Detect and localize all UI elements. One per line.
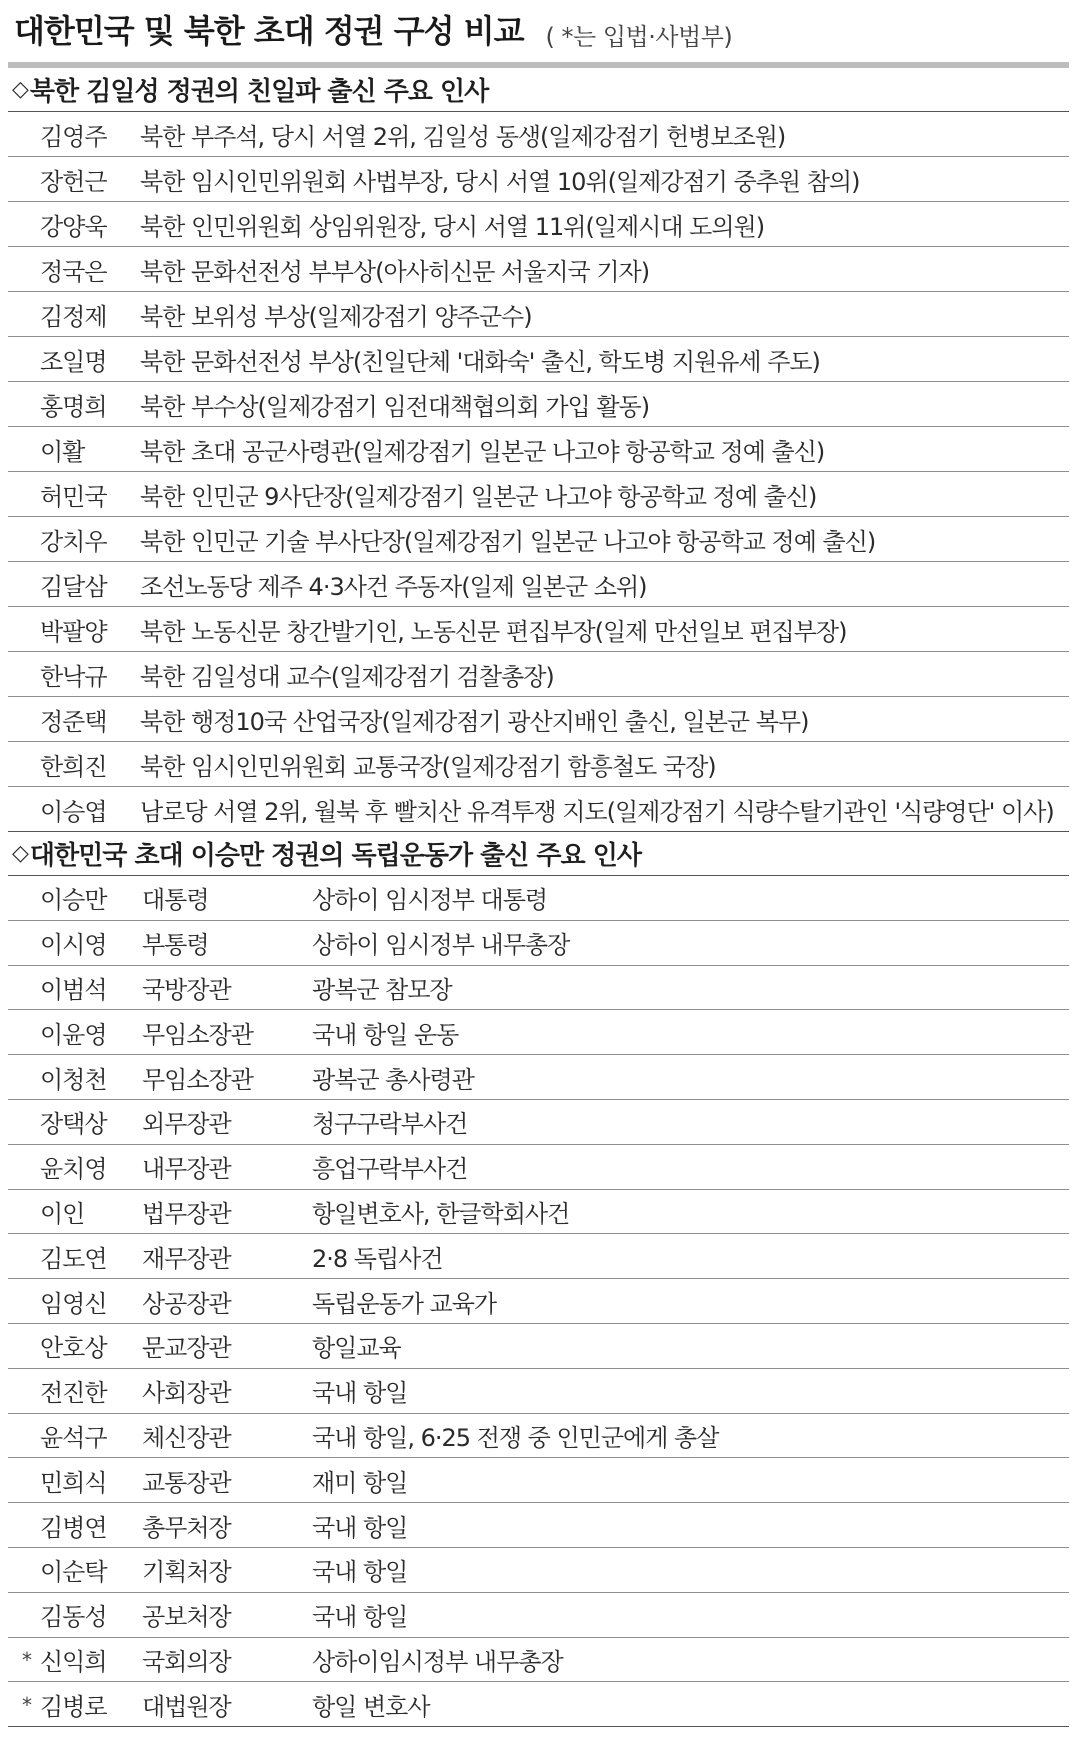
table-row: [8, 427, 1069, 472]
person-description: 북한 부수상(일제강점기 임전대책협의회 가입 활동): [140, 392, 650, 421]
person-background: 국내 항일: [312, 1603, 408, 1632]
person-position: 국회의장: [142, 1647, 231, 1676]
person-background: 항일변호사, 한글학회사건: [312, 1199, 570, 1228]
table-row: [8, 1234, 1069, 1279]
person-description: 북한 노동신문 창간발기인, 노동신문 편집부장(일제 만선일보 편집부장): [140, 617, 847, 646]
person-position: 교통장관: [142, 1468, 231, 1497]
person-name: 강양욱: [40, 212, 107, 241]
person-name: 이순탁: [40, 1558, 107, 1587]
south-table: [8, 876, 1069, 1727]
person-name-cell: [8, 970, 136, 1005]
person-name: 이청천: [40, 1065, 107, 1094]
person-name-cell: [8, 1552, 136, 1587]
person-position: 부통령: [142, 931, 209, 960]
table-row: [8, 921, 1069, 966]
person-name: 윤치영: [40, 1155, 107, 1184]
asterisk-mark: *: [22, 1693, 31, 1718]
person-position: 대법원장: [142, 1692, 231, 1721]
table-row: [8, 1638, 1069, 1683]
person-name: 민희식: [40, 1468, 107, 1497]
table-row: [8, 247, 1069, 292]
person-name: 김영주: [40, 122, 107, 151]
person-description: 조선노동당 제주 4·3사건 주동자(일제 일본군 소위): [140, 572, 647, 601]
person-position: 공보처장: [142, 1603, 231, 1632]
person-name: 전진한: [40, 1379, 107, 1408]
person-background: 국내 항일: [312, 1558, 408, 1587]
person-name-cell: [8, 1687, 136, 1722]
person-name: 이인: [40, 1199, 85, 1228]
person-position: 상공장관: [142, 1289, 231, 1318]
person-description: 북한 인민위원회 상임위원장, 당시 서열 11위(일제시대 도의원): [140, 212, 765, 241]
table-row: [8, 1458, 1069, 1503]
table-row: [8, 1145, 1069, 1190]
table-row: [8, 1548, 1069, 1593]
person-name-cell: [8, 880, 136, 915]
person-name: 홍명희: [40, 392, 107, 421]
table-row: [8, 1010, 1069, 1055]
person-name-cell: [8, 1104, 136, 1139]
person-name: 이승만: [40, 886, 107, 915]
person-background: 광복군 총사령관: [312, 1065, 474, 1094]
north-section-header: [8, 68, 1069, 112]
table-row: [8, 1100, 1069, 1145]
person-background: 2·8 독립사건: [312, 1244, 443, 1273]
person-name-cell: [8, 1284, 136, 1319]
person-name: 한낙규: [40, 662, 107, 691]
table-row: [8, 1324, 1069, 1369]
table-row: [8, 1593, 1069, 1638]
person-background: 광복군 참모장: [312, 975, 452, 1004]
person-name: 김달삼: [40, 572, 107, 601]
person-position: 법무장관: [142, 1199, 231, 1228]
person-name: 김정제: [40, 302, 107, 331]
person-name-cell: [8, 1239, 136, 1274]
person-background: 국내 항일: [312, 1513, 408, 1542]
asterisk-mark: *: [22, 1648, 31, 1673]
table-row: [8, 652, 1069, 697]
person-position: 총무처장: [142, 1513, 231, 1542]
person-description: 북한 인민군 9사단장(일제강점기 일본군 나고야 항공학교 정예 출신): [140, 482, 817, 511]
person-name: 정준택: [40, 707, 107, 736]
person-name: 정국은: [40, 257, 107, 286]
person-background: 항일교육: [312, 1334, 401, 1363]
person-description: 북한 인민군 기술 부사단장(일제강점기 일본군 나고야 항공학교 정예 출신): [140, 527, 876, 556]
person-name-cell: [8, 1015, 136, 1050]
person-position: 무임소장관: [142, 1065, 253, 1094]
person-name-cell: [8, 1597, 136, 1632]
person-description: 북한 임시인민위원회 교통국장(일제강점기 함흥철도 국장): [140, 752, 716, 781]
table-row: [8, 787, 1069, 832]
person-background: 상하이 임시정부 내무총장: [312, 931, 570, 960]
table-row: [8, 1190, 1069, 1235]
table-row: [8, 1369, 1069, 1414]
table-row: [8, 1055, 1069, 1100]
title-note: ( *는 입법·사법부): [545, 23, 733, 51]
person-name-cell: [8, 1373, 136, 1408]
table-row: [8, 1279, 1069, 1324]
person-name: 이활: [40, 437, 85, 466]
person-position: 무임소장관: [142, 1020, 253, 1049]
person-name-cell: [8, 1642, 136, 1677]
person-name-cell: [8, 925, 136, 960]
person-description: 북한 김일성대 교수(일제강점기 검찰총장): [140, 662, 554, 691]
person-name-cell: [8, 1328, 136, 1363]
person-name: 장택상: [40, 1110, 107, 1139]
table-row: [8, 292, 1069, 337]
title-bar: [8, 0, 1069, 60]
table-row: [8, 876, 1069, 921]
person-background: 상하이임시정부 내무총장: [312, 1647, 563, 1676]
person-description: 북한 보위성 부상(일제강점기 양주군수): [140, 302, 532, 331]
person-background: 항일 변호사: [312, 1692, 430, 1721]
table-row: [8, 742, 1069, 787]
person-position: 재무장관: [142, 1244, 231, 1273]
person-name: 이범석: [40, 975, 107, 1004]
page-title: 대한민국 및 북한 초대 정권 구성 비교: [14, 12, 524, 50]
table-row: [8, 382, 1069, 427]
person-background: 국내 항일, 6·25 전쟁 중 인민군에게 총살: [312, 1423, 719, 1452]
person-name: 신익희: [40, 1647, 107, 1676]
table-row: [8, 202, 1069, 247]
diamond-bullet-icon: ◇: [12, 841, 28, 866]
person-description: 북한 문화선전성 부부상(아사히신문 서울지국 기자): [140, 257, 650, 286]
person-name: 한희진: [40, 752, 107, 781]
person-position: 외무장관: [142, 1110, 231, 1139]
person-description: 남로당 서열 2위, 월북 후 빨치산 유격투쟁 지도(일제강점기 식량수탈기관인 '식량영단' 이사): [140, 797, 1054, 826]
person-name: 박팔양: [40, 617, 107, 646]
person-name: 강치우: [40, 527, 107, 556]
table-row: [8, 697, 1069, 742]
person-position: 기획처장: [142, 1558, 231, 1587]
south-section-title: 대한민국 초대 이승만 정권의 독립운동가 출신 주요 인사: [29, 841, 641, 871]
person-name-cell: [8, 1418, 136, 1453]
person-description: 북한 행정10국 산업국장(일제강점기 광산지배인 출신, 일본군 복무): [140, 707, 809, 736]
person-position: 문교장관: [142, 1334, 231, 1363]
person-background: 상하이 임시정부 대통령: [312, 886, 548, 915]
person-name: 김병로: [40, 1692, 107, 1721]
person-position: 체신장관: [142, 1423, 231, 1452]
north-section-title: 북한 김일성 정권의 친일파 출신 주요 인사: [29, 77, 489, 107]
person-background: 독립운동가 교육가: [312, 1289, 497, 1318]
person-position: 대통령: [142, 886, 209, 915]
person-position: 사회장관: [142, 1379, 231, 1408]
table-row: [8, 517, 1069, 562]
person-name-cell: [8, 1463, 136, 1498]
person-background: 국내 항일 운동: [312, 1020, 459, 1049]
table-row: [8, 112, 1069, 157]
person-name: 안호상: [40, 1334, 107, 1363]
person-name-cell: [8, 1060, 136, 1095]
person-position: 국방장관: [142, 975, 231, 1004]
person-name: 이시영: [40, 931, 107, 960]
person-description: 북한 임시인민위원회 사법부장, 당시 서열 10위(일제강점기 중추원 참의): [140, 167, 860, 196]
person-name: 김동성: [40, 1603, 107, 1632]
person-description: 북한 부주석, 당시 서열 2위, 김일성 동생(일제강점기 헌병보조원): [140, 122, 786, 151]
table-row: [8, 607, 1069, 652]
table-row: [8, 562, 1069, 607]
table-row: [8, 1503, 1069, 1548]
person-background: 흥업구락부사건: [312, 1155, 468, 1184]
south-section-header: [8, 832, 1069, 876]
person-name: 조일명: [40, 347, 107, 376]
table-row: [8, 1682, 1069, 1727]
table-row: [8, 472, 1069, 517]
person-position: 내무장관: [142, 1155, 231, 1184]
diamond-bullet-icon: ◇: [12, 77, 28, 102]
person-name: 윤석구: [40, 1423, 107, 1452]
table-row: [8, 337, 1069, 382]
person-background: 재미 항일: [312, 1468, 408, 1497]
person-name: 허민국: [40, 482, 107, 511]
person-name: 이승엽: [40, 797, 107, 826]
person-name-cell: [8, 1194, 136, 1229]
person-name: 김병연: [40, 1513, 107, 1542]
person-name: 이윤영: [40, 1020, 107, 1049]
person-description: 북한 문화선전성 부상(친일단체 '대화숙' 출신, 학도병 지원유세 주도): [140, 347, 820, 376]
person-name-cell: [8, 1149, 136, 1184]
table-row: [8, 966, 1069, 1011]
person-description: 북한 초대 공군사령관(일제강점기 일본군 나고야 항공학교 정예 출신): [140, 437, 825, 466]
person-name-cell: [8, 1508, 136, 1543]
person-name: 장헌근: [40, 167, 107, 196]
person-background: 국내 항일: [312, 1379, 408, 1408]
table-row: [8, 1414, 1069, 1459]
person-name: 임영신: [40, 1289, 107, 1318]
person-background: 청구구락부사건: [312, 1110, 468, 1139]
person-name: 김도연: [40, 1244, 107, 1273]
north-table: [8, 112, 1069, 832]
table-row: [8, 157, 1069, 202]
